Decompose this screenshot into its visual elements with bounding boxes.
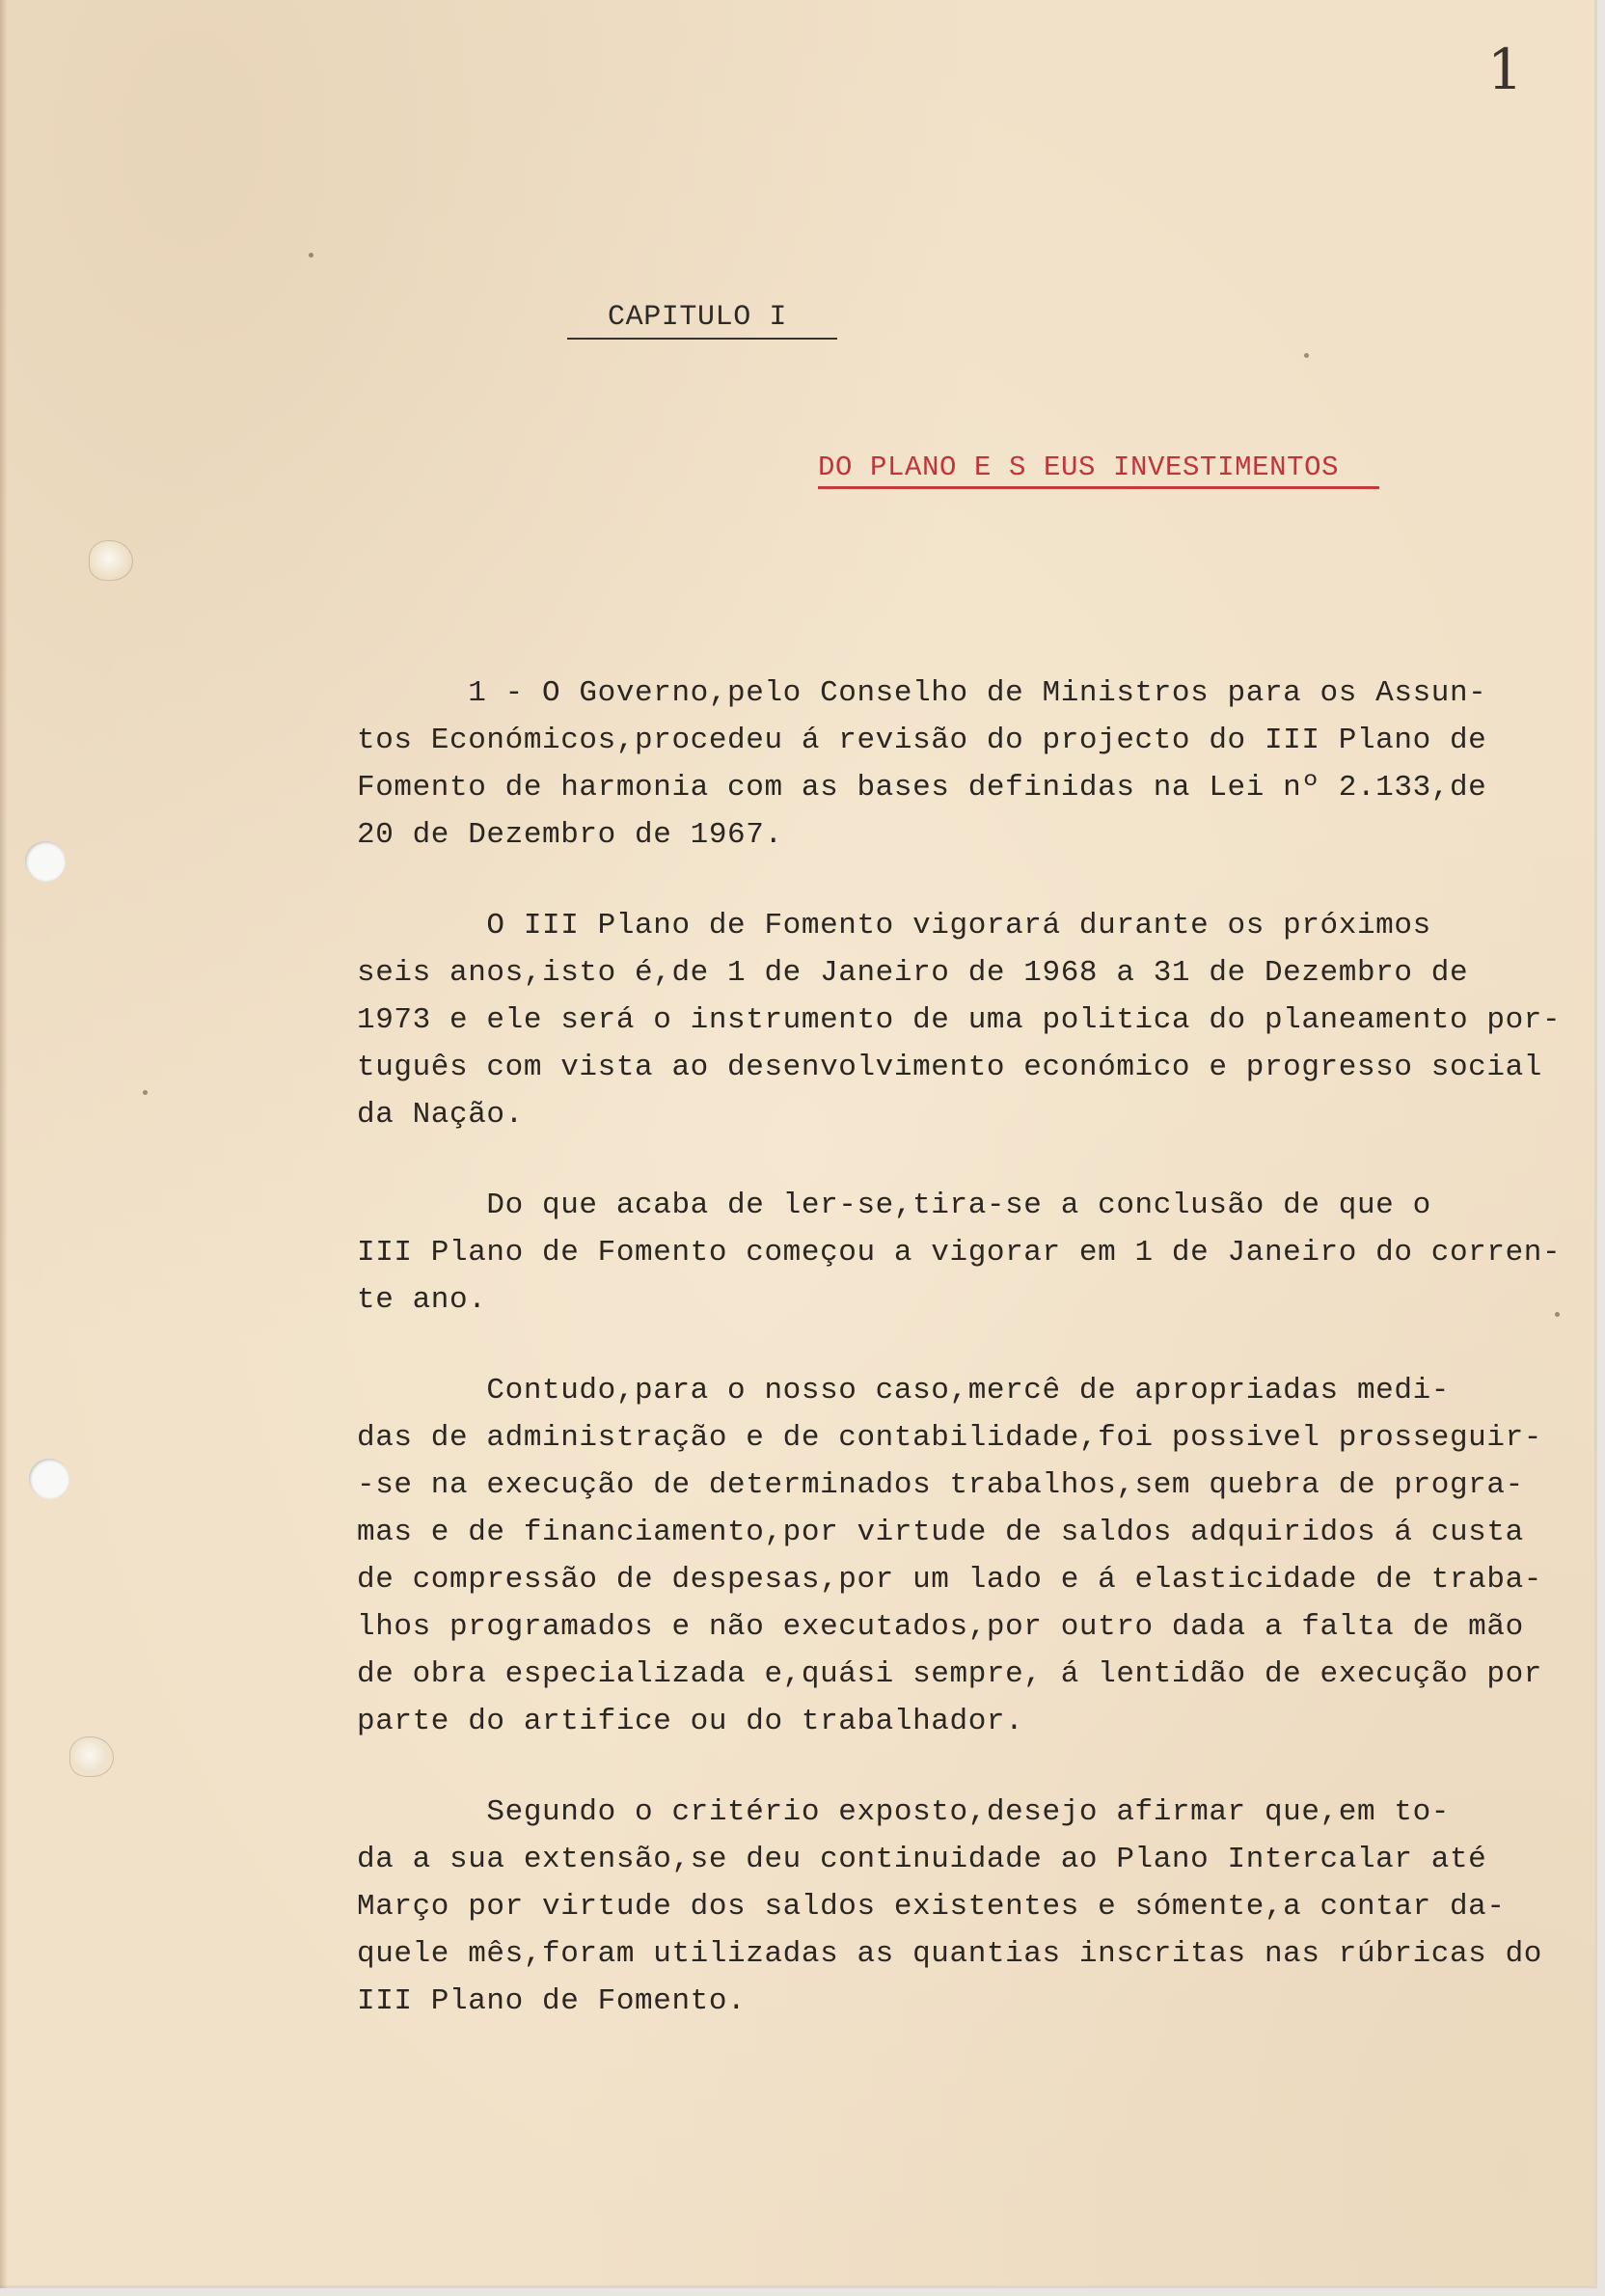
- paragraph: [357, 670, 1591, 859]
- text-line: mas e de financiamento,por virtude de saldos adquiridos á custa: [357, 1516, 1524, 1549]
- text-line: Fomento de harmonia com as bases definidas na Lei nº 2.133,de: [357, 771, 1487, 805]
- text-line: Do que acaba de ler-se,tira-se a conclusão de que o: [357, 1189, 1431, 1222]
- page-edge-shadow: [0, 0, 8, 2288]
- paper-speck: [1304, 353, 1309, 358]
- text-line: da Nação.: [357, 1098, 524, 1132]
- text-line: 1973 e ele será o instrumento de uma politica do planeamento por-: [357, 1003, 1562, 1037]
- page-number: 1: [1487, 37, 1523, 102]
- text-line: Março por virtude dos saldos existentes e sómente,a contar da-: [357, 1890, 1506, 1924]
- text-line: quele mês,foram utilizadas as quantias inscritas nas rúbricas do: [357, 1937, 1542, 1971]
- text-line: lhos programados e não executados,por outro dada a falta de mão: [357, 1610, 1524, 1644]
- paper-speck: [309, 253, 313, 258]
- paragraph: [357, 902, 1591, 1138]
- text-line: -se na execução de determinados trabalhos,sem quebra de progra-: [357, 1468, 1524, 1502]
- text-line: 1 - O Governo,pelo Conselho de Ministros para os Assun-: [357, 676, 1487, 710]
- text-line: tos Económicos,procedeu á revisão do projecto do III Plano de: [357, 724, 1487, 757]
- staple-mark: [89, 540, 133, 581]
- text-line: tuguês com vista ao desenvolvimento económico e progresso social: [357, 1051, 1542, 1084]
- text-line: te ano.: [357, 1283, 487, 1317]
- punch-hole: [25, 841, 66, 882]
- chapter-title: CAPITULO I: [567, 301, 837, 340]
- paragraph: [357, 1789, 1591, 2025]
- body-text: [357, 670, 1591, 2068]
- paragraph: [357, 1367, 1591, 1745]
- staple-mark: [69, 1736, 114, 1777]
- text-line: Contudo,para o nosso caso,mercê de apropriadas medi-: [357, 1374, 1450, 1408]
- text-line: de compressão de despesas,por um lado e á elasticidade de traba-: [357, 1563, 1542, 1597]
- text-line: Segundo o critério exposto,desejo afirmar que,em to-: [357, 1795, 1450, 1829]
- text-line: 20 de Dezembro de 1967.: [357, 818, 783, 852]
- text-line: O III Plano de Fomento vigorará durante os próximos: [357, 909, 1431, 943]
- text-line: das de administração e de contabilidade,foi possivel prosseguir-: [357, 1421, 1542, 1455]
- text-line: de obra especializada e,quási sempre, á lentidão de execução por: [357, 1657, 1542, 1691]
- paper-speck: [143, 1090, 148, 1095]
- text-line: da a sua extensão,se deu continuidade ao Plano Intercalar até: [357, 1843, 1487, 1876]
- paragraph: [357, 1182, 1591, 1324]
- text-line: III Plano de Fomento.: [357, 1984, 747, 2018]
- section-title: DO PLANO E S EUS INVESTIMENTOS: [818, 451, 1379, 489]
- punch-hole: [29, 1459, 69, 1499]
- text-line: III Plano de Fomento começou a vigorar em 1 de Janeiro do corren-: [357, 1236, 1562, 1270]
- text-line: parte do artifice ou do trabalhador.: [357, 1705, 1024, 1738]
- text-line: seis anos,isto é,de 1 de Janeiro de 1968 a 31 de Dezembro de: [357, 956, 1469, 990]
